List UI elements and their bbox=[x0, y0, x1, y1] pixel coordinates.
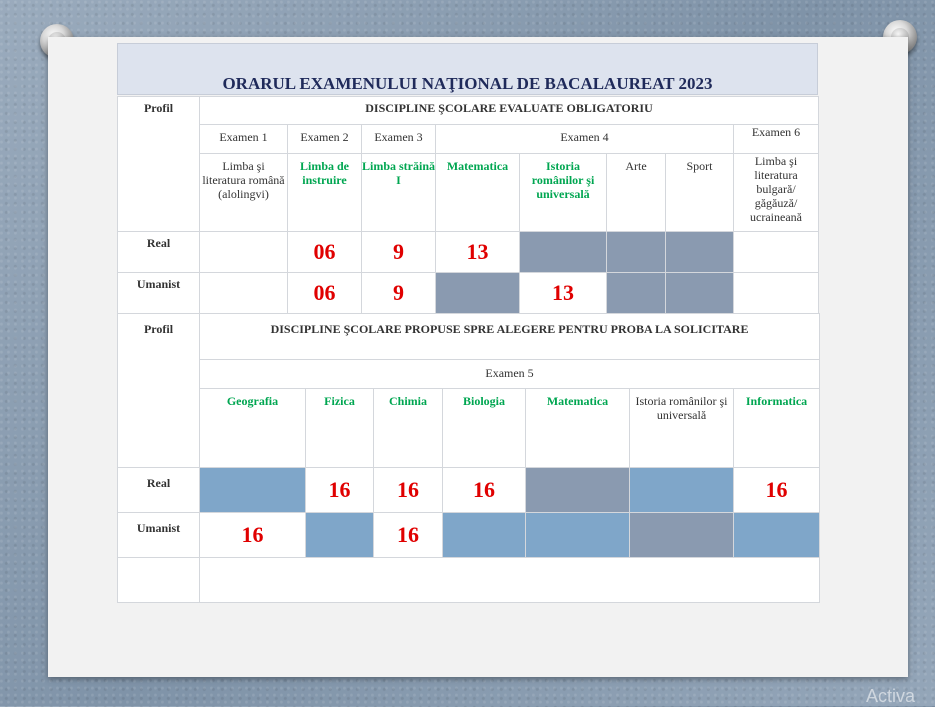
exam-4-header: Examen 4 bbox=[436, 125, 734, 154]
date-cell bbox=[200, 273, 288, 314]
exam-1-header: Examen 1 bbox=[200, 125, 288, 154]
subject-cell: Limba şi literatura bulgară/ găgăuză/ ucraineană bbox=[734, 154, 819, 232]
date-cell: 9 bbox=[362, 273, 436, 314]
subject-cell: Istoria românilor şi universală bbox=[520, 154, 607, 232]
date-cell: 9 bbox=[362, 232, 436, 273]
date-cell: 16 bbox=[443, 468, 526, 513]
date-cell: 13 bbox=[520, 273, 607, 314]
exam-5-header: Examen 5 bbox=[200, 360, 820, 389]
mandatory-exams-table bbox=[117, 96, 819, 314]
date-cell bbox=[607, 232, 666, 273]
date-cell bbox=[734, 232, 819, 273]
table-header: DISCIPLINE ŞCOLARE PROPUSE SPRE ALEGERE PENTRU PROBA LA SOLICITARE bbox=[200, 314, 820, 360]
date-cell: 13 bbox=[436, 232, 520, 273]
row-label: Real bbox=[118, 468, 200, 513]
title-box bbox=[117, 43, 818, 95]
date-cell: 16 bbox=[374, 513, 443, 558]
date-cell bbox=[526, 513, 630, 558]
subject-cell: Geografia bbox=[200, 389, 306, 468]
date-cell: 16 bbox=[200, 513, 306, 558]
page-title: ORARUL EXAMENULUI NAŢIONAL DE BACALAUREAT 2023 bbox=[222, 74, 713, 93]
table-row bbox=[118, 558, 820, 603]
date-cell bbox=[630, 468, 734, 513]
table-row bbox=[118, 232, 819, 273]
empty-cell bbox=[200, 558, 820, 603]
exam-2-header: Examen 2 bbox=[288, 125, 362, 154]
row-label: Real bbox=[118, 232, 200, 273]
date-cell: 06 bbox=[288, 273, 362, 314]
exam-6-header: Examen 6 bbox=[734, 125, 819, 154]
table-header: DISCIPLINE ŞCOLARE EVALUATE OBLIGATORIU bbox=[200, 97, 819, 125]
date-cell bbox=[734, 273, 819, 314]
date-cell bbox=[520, 232, 607, 273]
date-cell: 16 bbox=[374, 468, 443, 513]
subject-cell: Biologia bbox=[443, 389, 526, 468]
table-row bbox=[118, 468, 820, 513]
date-cell: 16 bbox=[734, 468, 820, 513]
exam-3-header: Examen 3 bbox=[362, 125, 436, 154]
date-cell bbox=[666, 273, 734, 314]
optional-exams-table bbox=[117, 313, 820, 603]
date-cell bbox=[200, 468, 306, 513]
subject-cell: Limba străină I bbox=[362, 154, 436, 232]
row-label: Umanist bbox=[118, 273, 200, 314]
subject-cell: Arte bbox=[607, 154, 666, 232]
subject-cell: Istoria românilor şi universală bbox=[630, 389, 734, 468]
profil-label: Profil bbox=[118, 314, 200, 468]
subject-cell: Informatica bbox=[734, 389, 820, 468]
profil-label: Profil bbox=[118, 97, 200, 232]
date-cell bbox=[200, 232, 288, 273]
table-row bbox=[118, 513, 820, 558]
date-cell bbox=[666, 232, 734, 273]
subject-cell: Sport bbox=[666, 154, 734, 232]
table-row bbox=[118, 273, 819, 314]
subject-cell: Matematica bbox=[526, 389, 630, 468]
subject-cell: Limba şi literatura română (alolingvi) bbox=[200, 154, 288, 232]
date-cell: 16 bbox=[306, 468, 374, 513]
activation-watermark: Activa bbox=[866, 686, 916, 706]
date-cell bbox=[630, 513, 734, 558]
subject-cell: Fizica bbox=[306, 389, 374, 468]
date-cell bbox=[734, 513, 820, 558]
date-cell bbox=[306, 513, 374, 558]
date-cell bbox=[526, 468, 630, 513]
subject-cell: Chimia bbox=[374, 389, 443, 468]
date-cell bbox=[607, 273, 666, 314]
subject-cell: Limba de instruire bbox=[288, 154, 362, 232]
date-cell bbox=[436, 273, 520, 314]
subject-cell: Matematica bbox=[436, 154, 520, 232]
empty-cell bbox=[118, 558, 200, 603]
date-cell bbox=[443, 513, 526, 558]
date-cell: 06 bbox=[288, 232, 362, 273]
row-label: Umanist bbox=[118, 513, 200, 558]
